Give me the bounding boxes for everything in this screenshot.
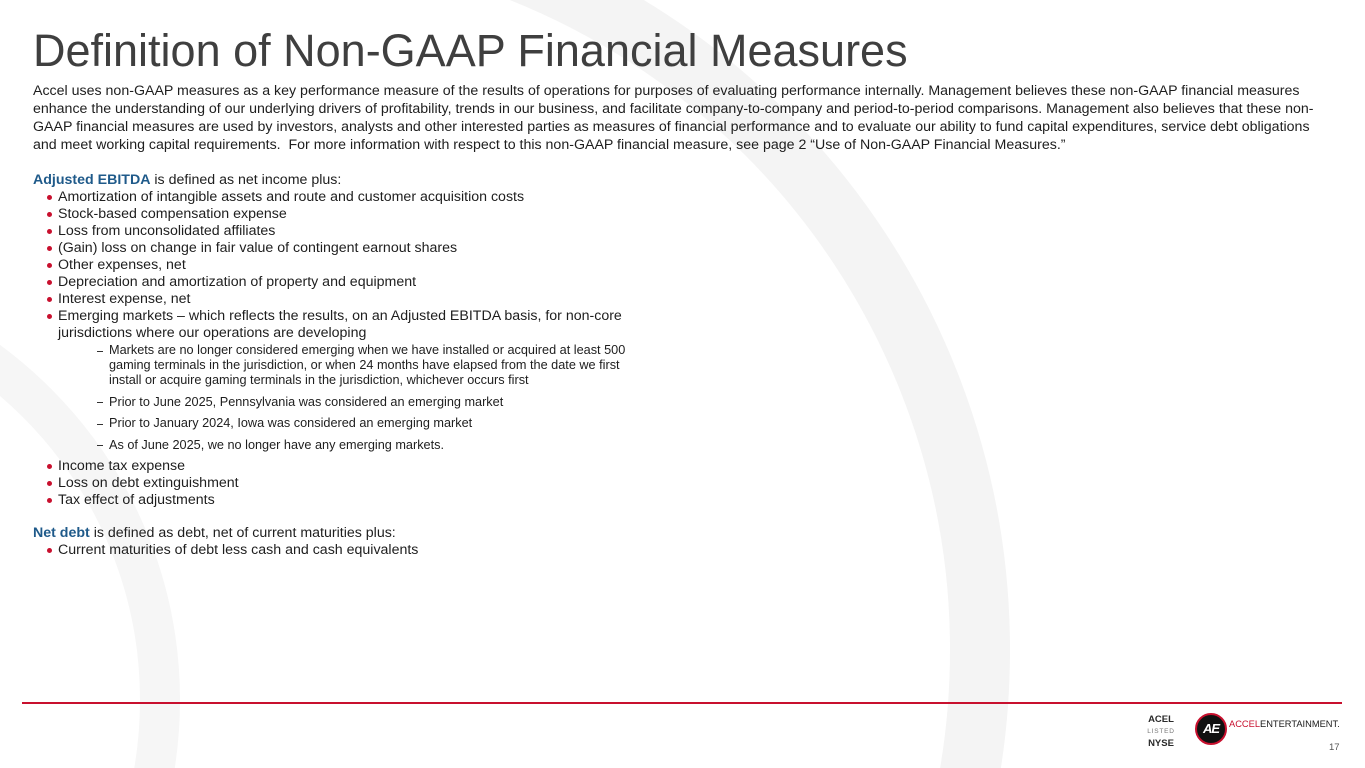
dash-icon <box>97 351 103 352</box>
brand-wordmark <box>1229 718 1340 730</box>
bullet-icon <box>47 246 52 251</box>
sub-list-item-text: Markets are no longer considered emerging when we have installed or acquired at least 500 gaming terminals in the jurisdiction, or when 24 months have elapsed from the date we first install or acquire gaming terminals in the jurisdiction, whichever occurs first <box>109 343 626 387</box>
nyse-listed-label: LISTED <box>1147 728 1175 735</box>
list-item-text: Emerging markets – which reflects the results, on an Adjusted EBITDA basis, for non-core jurisdictions where our operations are developing <box>58 308 622 341</box>
bullet-icon <box>47 314 52 319</box>
list-item <box>33 206 648 223</box>
adjusted-ebitda-definition-text: is defined as net income plus: <box>154 172 342 188</box>
footer-divider <box>22 702 1342 704</box>
bullet-icon <box>47 548 52 553</box>
accel-logo-icon: AE <box>1195 713 1227 745</box>
list-item-text: Depreciation and amortization of property and equipment <box>58 274 417 290</box>
list-item <box>33 458 648 475</box>
list-item-text: Interest expense, net <box>58 291 191 307</box>
adjusted-ebitda-list <box>33 189 673 509</box>
bullet-icon <box>47 498 52 503</box>
list-item-text: (Gain) loss on change in fair value of contingent earnout shares <box>58 240 458 256</box>
page-title: Definition of Non-GAAP Financial Measures <box>33 25 908 76</box>
list-item <box>33 189 648 206</box>
adjusted-ebitda-definition <box>33 172 673 189</box>
dash-icon <box>97 402 103 403</box>
sub-list-item <box>58 416 644 431</box>
list-item <box>33 223 648 240</box>
net-debt-section <box>33 525 673 559</box>
list-item <box>33 291 648 308</box>
nyse-ticker: ACEL <box>1148 714 1174 725</box>
bullet-icon <box>47 212 52 217</box>
bullet-icon <box>47 464 52 469</box>
bullet-icon <box>47 280 52 285</box>
list-item <box>33 274 648 291</box>
list-item <box>33 257 648 274</box>
bullet-icon <box>47 481 52 486</box>
list-item-emerging-markets <box>33 308 648 453</box>
list-item-text: Loss from unconsolidated affiliates <box>58 223 276 239</box>
list-item-text: Stock-based compensation expense <box>58 206 287 222</box>
net-debt-list <box>33 542 673 559</box>
bullet-icon <box>47 297 52 302</box>
bullet-icon <box>47 229 52 234</box>
emerging-markets-notes <box>58 343 648 453</box>
bullet-icon <box>47 195 52 200</box>
sub-list-item-text: Prior to January 2024, Iowa was considered an emerging market <box>109 416 473 430</box>
bullet-icon <box>47 263 52 268</box>
net-debt-definition <box>33 525 673 542</box>
sub-list-item <box>58 343 644 388</box>
list-item-text: Loss on debt extinguishment <box>58 475 239 491</box>
dash-icon <box>97 445 103 446</box>
list-item <box>33 542 648 559</box>
list-item <box>33 240 648 257</box>
sub-list-item <box>58 438 644 453</box>
sub-list-item-text: Prior to June 2025, Pennsylvania was considered an emerging market <box>109 394 504 409</box>
brand-wordmark-accent: ACCEL <box>1229 719 1261 729</box>
sub-list-item <box>58 395 644 410</box>
list-item <box>33 475 648 492</box>
list-item <box>33 492 648 509</box>
nyse-exchange: NYSE <box>1148 738 1174 749</box>
page-number: 17 <box>1329 742 1340 753</box>
nyse-listed-badge <box>1144 713 1178 750</box>
net-debt-definition-text: is defined as debt, net of current maturities plus: <box>93 525 396 541</box>
brand-wordmark-rest: ENTERTAINMENT. <box>1260 719 1340 729</box>
adjusted-ebitda-term: Adjusted EBITDA <box>33 172 151 188</box>
list-item-text: Amortization of intangible assets and route and customer acquisition costs <box>58 189 525 205</box>
list-item-text: Other expenses, net <box>58 257 186 273</box>
dash-icon <box>97 424 103 425</box>
list-item-text: Current maturities of debt less cash and cash equivalents <box>58 542 419 558</box>
sub-list-item-text: As of June 2025, we no longer have any emerging markets. <box>109 437 445 452</box>
intro-paragraph: Accel uses non-GAAP measures as a key performance measure of the results of operations for purposes of evaluating performance internally. Management believes these non-GAAP financial measures enhance the understanding of our underlying drivers of profitability, trends in our business, and facilitate company-to-company and period-to-period comparisons. Management also believes that these non-GAAP financial measures are used by investors, analysts and other interested parties as measures of financial performance and to evaluate our ability to fund capital expenditures, service debt obligations and meet working capital requirements. For more information with respect to this non-GAAP financial measure, see page 2 “Use of Non-GAAP Financial Measures.” <box>33 83 1314 153</box>
net-debt-term: Net debt <box>33 525 90 541</box>
list-item-text: Income tax expense <box>58 458 185 474</box>
list-item-text: Tax effect of adjustments <box>58 492 215 508</box>
adjusted-ebitda-section <box>33 172 673 509</box>
